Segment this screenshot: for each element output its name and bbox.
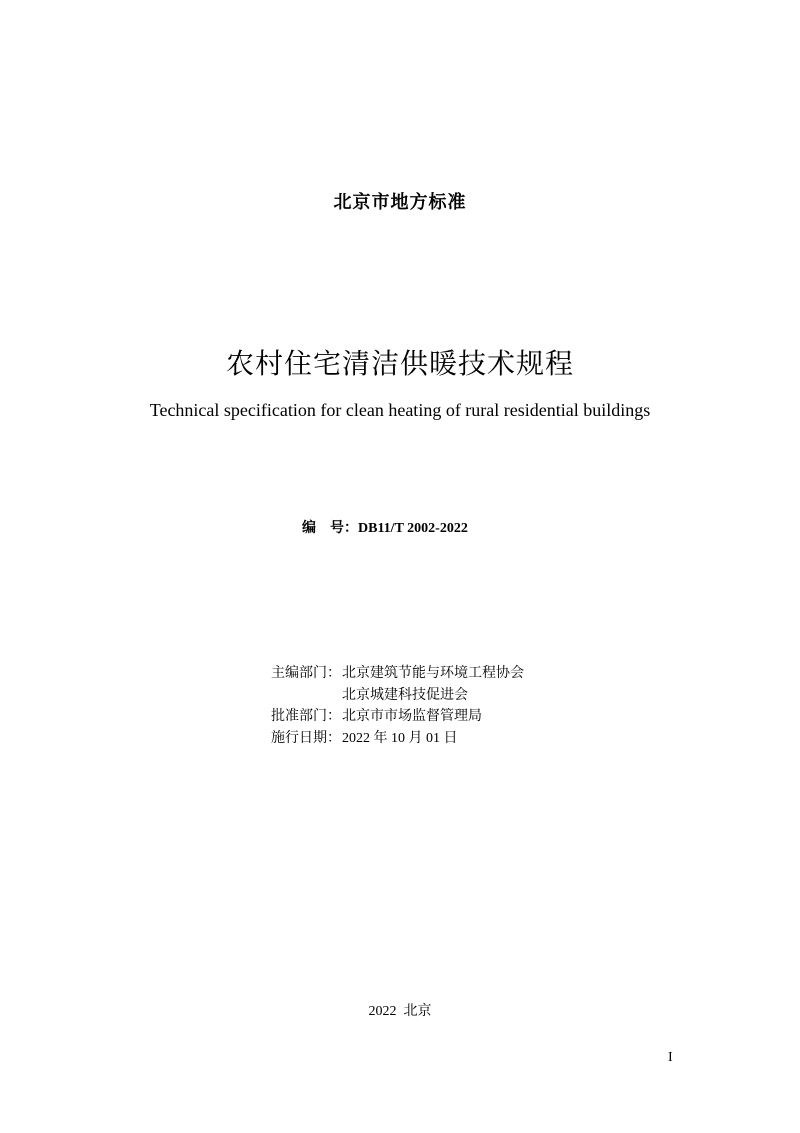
- footer-year-place: 2022 北京: [368, 1004, 432, 1019]
- chief-editor-label: 主编部门：: [271, 666, 341, 681]
- page-number: I: [668, 1050, 673, 1065]
- approval-label: 批准部门：: [271, 709, 341, 724]
- chief-editor-value: 北京建筑节能与环境工程协会: [342, 666, 524, 681]
- effective-date-row: [271, 728, 524, 750]
- standard-number-label: 编 号：: [302, 521, 358, 536]
- standard-number-value: DB11/T 2002-2022: [358, 521, 468, 536]
- standard-type-heading: 北京市地方标准: [333, 192, 467, 213]
- approval-value: 北京市市场监督管理局: [342, 709, 482, 724]
- approval-row: [271, 706, 524, 728]
- document-title-chinese: 农村住宅清洁供暖技术规程: [225, 347, 574, 380]
- publication-info: [271, 663, 524, 749]
- chief-editor-row-2: [271, 685, 524, 707]
- document-title-english: Technical specification for clean heating of rural residential buildings: [149, 400, 651, 420]
- standard-number: [302, 517, 468, 537]
- effective-date-value: 2022 年 10 月 01 日: [342, 730, 458, 746]
- effective-date-label: 施行日期：: [271, 730, 341, 746]
- chief-editor-row: [271, 663, 524, 685]
- chief-editor-value-2: 北京城建科技促进会: [342, 687, 468, 703]
